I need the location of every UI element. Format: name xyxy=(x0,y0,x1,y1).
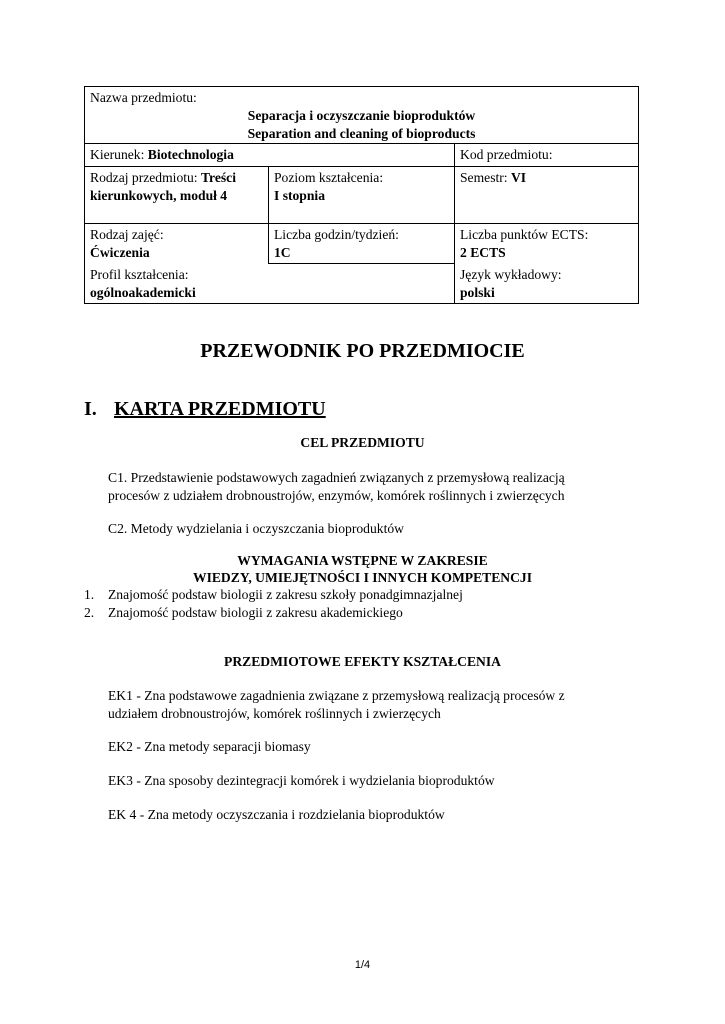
goal-heading: CEL PRZEDMIOTU xyxy=(300,435,425,450)
ects-label: Liczba punktów ECTS: xyxy=(460,227,589,242)
language-value: polski xyxy=(460,284,495,300)
semester-value: VI xyxy=(510,170,527,185)
goal-c1-line2: procesów z udziałem drobnoustrojów, enzymów, komórek roślinnych i zwierzęcych xyxy=(108,488,565,503)
section-number: I. xyxy=(84,398,97,420)
field-label: Kierunek: xyxy=(90,147,148,162)
classes-label: Rodzaj zajęć: xyxy=(90,227,164,242)
field-row xyxy=(85,144,639,167)
requirements-list xyxy=(84,586,463,622)
list-item-number: 1. xyxy=(84,587,95,602)
list-item xyxy=(84,586,463,604)
page-number: 1/4 xyxy=(354,959,371,971)
list-item-text: Znajomość podstaw biologii z zakresu akademickiego xyxy=(108,605,403,620)
course-info-table xyxy=(84,86,639,304)
field-value: Biotechnologia xyxy=(147,147,234,162)
subject-name-en: Separation and cleaning of bioproducts xyxy=(247,126,476,141)
type-row xyxy=(85,167,639,224)
outcome-ek2: EK2 - Zna metody separacji biomasy xyxy=(108,739,311,754)
profile-cell xyxy=(85,264,455,304)
language-cell xyxy=(455,264,639,304)
ects-value: 2 ECTS xyxy=(460,245,506,260)
outcome-ek1 xyxy=(108,687,628,723)
profile-value: ogólnoakademicki xyxy=(90,285,196,300)
semester-label: Semestr: xyxy=(460,170,511,185)
level-value: I stopnia xyxy=(274,188,325,203)
type-value-2: kierunkowych, moduł 4 xyxy=(90,188,228,203)
section-heading xyxy=(84,396,326,422)
code-label: Kod przedmiotu: xyxy=(460,147,553,162)
field-cell xyxy=(85,144,455,167)
outcomes-heading: PRZEDMIOTOWE EFEKTY KSZTAŁCENIA xyxy=(224,654,501,669)
outcome-ek1-line1: EK1 - Zna podstawowe zagadnienia związane z przemysłową realizacją procesów z xyxy=(108,688,565,703)
goal-c1 xyxy=(108,469,628,505)
code-cell xyxy=(455,144,639,167)
outcome-ek4: EK 4 - Zna metody oczyszczania i rozdzielania bioproduktów xyxy=(108,807,445,822)
level-cell xyxy=(269,167,455,224)
list-item-number: 2. xyxy=(84,605,95,620)
classes-value: Ćwiczenia xyxy=(90,245,150,260)
subject-row xyxy=(85,87,639,144)
page-title: PRZEWODNIK PO PRZEDMIOCIE xyxy=(200,340,525,362)
hours-value: 1C xyxy=(274,245,291,260)
list-item-text: Znajomość podstaw biologii z zakresu szkoły ponadgimnazjalnej xyxy=(108,587,463,602)
hours-cell xyxy=(269,224,455,264)
outcome-ek3: EK3 - Zna sposoby dezintegracji komórek i wydzielania bioproduktów xyxy=(108,773,495,788)
outcome-ek1-line2: udziałem drobnoustrojów, komórek roślinnych i zwierzęcych xyxy=(108,706,441,721)
subject-cell xyxy=(85,87,639,144)
classes-cell xyxy=(85,224,269,264)
goal-c1-line1: C1. Przedstawienie podstawowych zagadnień związanych z przemysłową realizacją xyxy=(108,470,565,485)
subject-name-pl: Separacja i oczyszczanie bioproduktów xyxy=(247,108,476,123)
semester-cell xyxy=(455,167,639,224)
hours-label: Liczba godzin/tydzień: xyxy=(274,227,399,242)
language-label: Język wykładowy: xyxy=(460,266,562,282)
level-label: Poziom kształcenia: xyxy=(274,170,384,185)
type-cell xyxy=(85,167,269,224)
section-title: KARTA PRZEDMIOTU xyxy=(114,398,326,420)
type-label: Rodzaj przedmiotu: xyxy=(90,170,201,185)
profile-row xyxy=(85,264,639,304)
classes-row xyxy=(85,224,639,264)
ects-cell xyxy=(455,224,639,264)
list-item xyxy=(84,604,463,622)
goal-c2: C2. Metody wydzielania i oczyszczania bioproduktów xyxy=(108,521,404,536)
requirements-heading-line1: WYMAGANIA WSTĘPNE W ZAKRESIE xyxy=(237,553,488,568)
type-value-1: Treści xyxy=(201,170,236,185)
profile-label: Profil kształcenia: xyxy=(90,267,189,282)
subject-label: Nazwa przedmiotu: xyxy=(90,90,197,105)
requirements-heading-line2: WIEDZY, UMIEJĘTNOŚCI I INNYCH KOMPETENCJI xyxy=(192,570,532,585)
